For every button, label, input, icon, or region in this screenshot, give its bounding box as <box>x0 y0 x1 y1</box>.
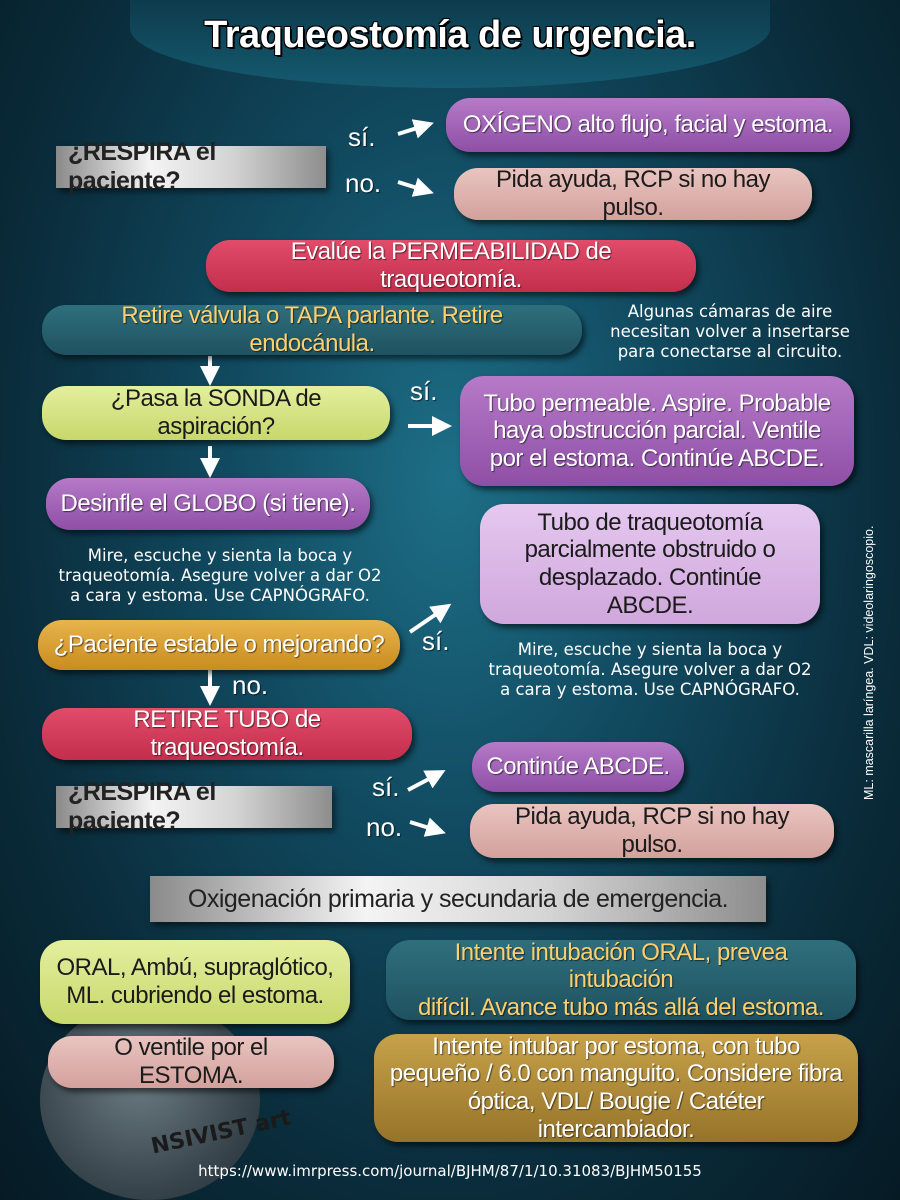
tube-permeable-line: Tubo permeable. Aspire. Probable <box>483 389 831 417</box>
call-help-box-2: Pida ayuda, RCP si no hay pulso. <box>470 804 834 858</box>
call-help-box-1: Pida ayuda, RCP si no hay pulso. <box>454 168 812 220</box>
ventilate-stoma-box: O ventile por el ESTOMA. <box>48 1036 334 1088</box>
arrow-yes-2 <box>408 772 442 790</box>
valve-note-line: necesitan volver a insertarse <box>610 322 850 342</box>
oral-ambu-line: ORAL, Ambú, supraglótico, <box>56 954 334 982</box>
valve-note-line: Algunas cámaras de aire <box>627 302 833 321</box>
oxygenation-banner: Oxigenación primaria y secundaria de emergencia. <box>150 876 766 922</box>
oxygen-box: OXÍGENO alto flujo, facial y estoma. <box>446 98 850 152</box>
breathing-question-1: ¿RESPIRA el paciente? <box>56 146 326 188</box>
evaluate-permeability-box: Evalúe la PERMEABILIDAD de traqueotomía. <box>206 240 696 292</box>
stoma-intubation-line: Intente intubar por estoma, con tubo <box>432 1032 800 1060</box>
no-label-2: no. <box>366 812 403 842</box>
arrow-no-2 <box>410 822 442 832</box>
tube-permeable-line: haya obstrucción parcial. Ventile <box>493 417 821 445</box>
valve-note-line: para conectarse al circuito. <box>617 342 843 362</box>
look-note-line: traqueotomía. Asegure volver a dar O2 <box>58 566 382 586</box>
tube-permeable-line: por el estoma. Continúe ABCDE. <box>489 444 825 472</box>
continue-abcde-box: Continúe ABCDE. <box>472 742 684 792</box>
oral-intubation-line: Intente intubación ORAL, prevea intubación <box>454 938 788 994</box>
remove-tube-box: RETIRE TUBO de traqueostomía. <box>42 708 412 760</box>
yes-label-1: sí. <box>348 122 376 152</box>
look-note-line: traqueotomía. Asegure volver a dar O2 <box>488 660 812 680</box>
look-listen-note-1 <box>20 546 420 606</box>
yes-label-2: sí. <box>372 772 400 802</box>
stable-question-box: ¿Paciente estable o mejorando? <box>38 620 400 670</box>
partial-obstruction-line: desplazado. Continúe ABCDE. <box>538 564 762 619</box>
partial-obstruction-line: parcialmente obstruido o <box>524 536 776 564</box>
suction-question-box: ¿Pasa la SONDA de aspiración? <box>42 386 390 440</box>
logo-text: NSIVIST art <box>148 1105 294 1160</box>
page-title: Traqueostomía de urgencia. <box>204 14 696 56</box>
arrow-yes-1 <box>398 124 430 134</box>
partial-obstruction-line: Tubo de traqueotomía <box>537 508 763 536</box>
breathing-question-2: ¿RESPIRA el paciente? <box>56 786 332 828</box>
stoma-intubation-box <box>374 1034 858 1142</box>
tube-permeable-box <box>460 376 854 486</box>
look-note-line: Mire, escuche y sienta la boca y <box>517 640 783 659</box>
retire-valve-box: Retire válvula o TAPA parlante. Retire endocánula. <box>42 305 582 355</box>
oral-ambu-box <box>40 940 350 1024</box>
no-label-stable: no. <box>232 670 269 700</box>
yes-label-suction: sí. <box>410 376 438 406</box>
valve-note <box>590 302 870 362</box>
oral-ambu-line: ML. cubriendo el estoma. <box>66 982 324 1009</box>
source-url: https://www.imrpress.com/journal/BJHM/87/1/10.31083/BJHM50155 <box>198 1162 702 1180</box>
no-label-1: no. <box>345 168 382 198</box>
oral-intubation-box <box>386 940 856 1020</box>
stoma-intubation-line: pequeño / 6.0 con manguito. Considere fibra <box>389 1060 843 1088</box>
look-note-line: a cara y estoma. Use CAPNÓGRAFO. <box>70 586 370 606</box>
deflate-cuff-box: Desinfle el GLOBO (si tiene). <box>46 478 370 530</box>
oral-intubation-line: difícil. Avance tubo más allá del estoma. <box>418 993 824 1021</box>
look-note-line: Mire, escuche y sienta la boca y <box>87 546 353 565</box>
stoma-intubation-line: óptica, VDL/ Bougie / Catéter intercambiador. <box>467 1088 765 1143</box>
look-note-line: a cara y estoma. Use CAPNÓGRAFO. <box>500 680 800 700</box>
look-listen-note-2 <box>450 640 850 700</box>
yes-label-stable: sí. <box>422 626 450 656</box>
arrow-no-1 <box>398 182 430 192</box>
abbreviations-note: ML: mascarilla laríngea. VDL: videolaringoscopio. <box>862 525 876 800</box>
partial-obstruction-box <box>480 504 820 624</box>
